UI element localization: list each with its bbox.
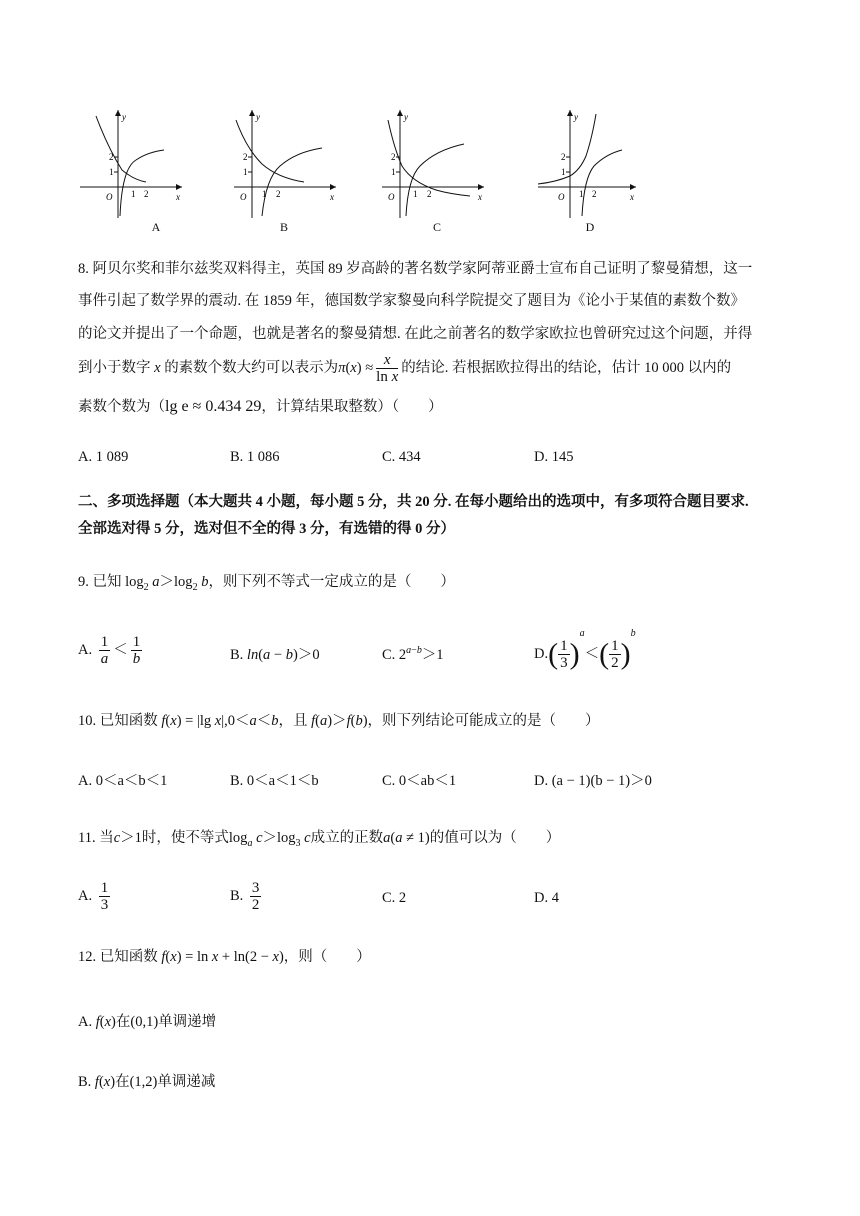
q11-ineq: $\log_a c>\log_3$ c: [228, 830, 311, 849]
q12-option-b-zai: 在: [115, 1074, 130, 1090]
q12-option-a-label: A.: [78, 1014, 93, 1030]
q11-option-b-label: B.: [230, 887, 244, 904]
q10-stem-a: 10. 已知函数: [78, 713, 158, 729]
graph-a-y-label: y: [122, 112, 126, 122]
graph-a: [78, 108, 218, 236]
q8-line5: [78, 397, 443, 417]
q9-option-c[interactable]: C. $2^{a-b}>1$: [382, 645, 444, 663]
graph-c: [380, 108, 520, 236]
q9-stem: [78, 572, 455, 598]
q10-stem: [78, 711, 600, 731]
graph-c-y-label: y: [404, 112, 408, 122]
graph-a-x1: 1: [131, 189, 136, 199]
q11-stem-b: 时，使不等式: [141, 830, 229, 846]
q11-stem-a: 11. 当: [78, 830, 114, 846]
q11-option-a-label: A.: [78, 887, 93, 904]
q9-option-a[interactable]: A. $\frac{1}{a}$ ＜ $\frac{1}{b}$: [78, 634, 141, 667]
graph-d-x2: 2: [592, 189, 597, 199]
q9-d-frac1: $\frac{1}{3}$: [560, 638, 568, 672]
q8-line1: 8. 阿贝尔奖和菲尔兹奖双料得主，英国 89 岁高龄的著名数学家阿蒂亚爵士宣布自己证明了黎曼猜想，这一: [78, 261, 753, 277]
graph-c-y2: 2: [391, 152, 396, 162]
q10-option-a[interactable]: A. 0＜a＜b＜1: [78, 773, 168, 789]
graph-d-origin: O: [558, 192, 565, 202]
graph-a-y1: 1: [109, 167, 114, 177]
graph-b-x1: 1: [262, 189, 267, 199]
q8-line4-a: 到小于数字: [78, 360, 151, 376]
graph-c-y1: 1: [391, 167, 396, 177]
graph-a-svg: [78, 108, 218, 218]
q12-stem-a: 12. 已知函数: [78, 949, 158, 965]
graph-a-x-label: x: [176, 192, 180, 202]
q8-line2: 事件引起了数学界的震动. 在 1859 年，德国数学家黎曼向科学院提交了题目为《论小于某值的素数个数》: [78, 293, 745, 309]
q11-var: a(a ≠ 1): [383, 830, 430, 846]
graph-b-x2: 2: [276, 189, 281, 199]
q12-stem: [78, 947, 371, 967]
q8-option-a[interactable]: A. 1 089: [78, 449, 129, 465]
graph-c-x2: 2: [427, 189, 432, 199]
graph-d: [536, 108, 676, 236]
q11-stem-d: 的值可以为（ ）: [429, 830, 561, 846]
q11-option-a[interactable]: [78, 880, 113, 913]
q8-line5-c: ，计算结果取整数）（ ）: [261, 399, 443, 415]
graph-c-x-label: x: [478, 192, 482, 202]
graph-b-svg: [232, 108, 372, 218]
q10-option-b[interactable]: B. 0＜a＜1＜b: [230, 773, 319, 789]
q8-line4: [78, 350, 731, 386]
graph-b-y1: 1: [243, 167, 248, 177]
q9-option-d-label: D.: [534, 646, 549, 662]
q10-stem-b: ，且: [278, 713, 308, 729]
q9-option-c-label: C.: [382, 647, 396, 663]
q9-option-a-label: A.: [78, 641, 93, 658]
q12-formula: f(x) = ln x + ln(2 − x): [161, 949, 284, 965]
graph-d-y-label: y: [574, 112, 578, 122]
graph-b: [232, 108, 372, 236]
graph-a-x2: 2: [144, 189, 149, 199]
q8-lge: lg e ≈ 0.434 29: [165, 398, 262, 415]
q10-option-d[interactable]: D. (a − 1)(b − 1)＞0: [534, 773, 652, 789]
q9-stem-b: ，则下列不等式一定成立的是（ ）: [208, 574, 455, 590]
q9-a-frac2: $\frac{1}{b}$: [132, 634, 141, 667]
q9-a-frac1: $\frac{1}{a}$: [100, 634, 109, 667]
q10-formula2: f(a)＞f(b): [311, 713, 368, 729]
q9-option-b[interactable]: B. ln(a − b)＞0: [230, 647, 320, 663]
q8-line4-c: 的结论. 若根据欧拉得出的结论，估计 10 000 以内的: [401, 360, 732, 376]
q11-option-c[interactable]: C. 2: [382, 890, 407, 906]
graph-c-origin: O: [388, 192, 395, 202]
graph-c-x1: 1: [413, 189, 418, 199]
graph-a-y2: 2: [109, 152, 114, 162]
graph-b-y-label: y: [256, 112, 260, 122]
section2-heading-line2: 全部选对得 5 分，选对但不全的得 3 分，有选错的得 0 分）: [78, 521, 455, 537]
q9-d-frac2: $\frac{1}{2}$: [611, 638, 619, 672]
q8-var-x: x: [154, 360, 161, 376]
q12-option-b-label: B.: [78, 1074, 92, 1090]
q11-option-d[interactable]: D. 4: [534, 890, 559, 906]
q12-option-b[interactable]: B. f(x)在(1,2)单调递减: [78, 1074, 216, 1090]
q11-stem: [78, 828, 560, 854]
graph-c-svg: [380, 108, 520, 218]
graph-c-caption: C: [432, 220, 441, 234]
graph-b-origin: O: [240, 192, 247, 202]
graph-a-caption: A: [151, 220, 161, 234]
q8-line4-b: 的素数个数大约可以表示为: [164, 360, 339, 376]
section2-heading-line1: 二、多项选择题（本大题共 4 小题，每小题 5 分，共 20 分. 在每小题给出的选项中，有多项符合题目要求.: [78, 494, 749, 510]
graph-b-x-label: x: [330, 192, 334, 202]
q8-fraction: $\frac{x}{\text{ln x}}$: [376, 352, 399, 386]
q12-option-a-text: 单调递增: [158, 1014, 217, 1030]
q11-a-frac: $\frac{1}{3}$: [100, 880, 109, 913]
q8-line3: 的论文并提出了一个命题，也就是著名的黎曼猜想. 在此之前著名的数学家欧拉也曾研究过这个问题，并得: [78, 326, 753, 342]
q9-option-d[interactable]: D.( $\frac{1}{3}$ )$^a$＜( $\frac{1}{2}$ )$^b$: [534, 628, 636, 672]
q9-stem-a: 9. 已知: [78, 574, 122, 590]
q9-option-b-label: B.: [230, 647, 244, 663]
graph-d-svg: [536, 108, 676, 218]
q11-b-frac: $\frac{3}{2}$: [251, 880, 260, 913]
graph-b-y2: 2: [243, 152, 248, 162]
q12-option-a[interactable]: A. f(x)在(0,1)单调递增: [78, 1014, 217, 1030]
graph-d-caption: D: [585, 220, 595, 234]
graph-a-origin: O: [106, 192, 113, 202]
graph-b-caption: B: [279, 220, 288, 234]
q11-option-b[interactable]: [230, 880, 264, 913]
q8-option-c[interactable]: C. 434: [382, 449, 421, 465]
graph-d-x-label: x: [630, 192, 634, 202]
q12-stem-b: ，则（ ）: [283, 949, 371, 965]
q10-formula1: f(x) = |lg x|,0＜a＜b: [161, 713, 279, 729]
q8-option-b[interactable]: B. 1 086: [230, 449, 280, 465]
q12-option-a-zai: 在: [115, 1014, 131, 1030]
q10-stem-c: ，则下列结论可能成立的是（ ）: [367, 713, 600, 729]
q8-line5-a: 素数个数为（: [78, 399, 165, 415]
q8-option-d[interactable]: D. 145: [534, 449, 574, 465]
q11-cond: c＞1: [113, 830, 142, 846]
q8-formula: π(x) ≈ $\frac{x}{\text{ln x}}$: [338, 352, 399, 386]
q9-formula: $\log_2 a>\log_2$ b: [125, 574, 209, 593]
graph-d-y1: 1: [561, 167, 566, 177]
q10-option-c[interactable]: C. 0＜ab＜1: [382, 773, 457, 789]
q12-option-b-text: 单调递减: [157, 1074, 216, 1090]
graph-d-x1: 1: [579, 189, 584, 199]
q11-stem-c: 成立的正数: [310, 830, 384, 846]
graph-d-y2: 2: [561, 152, 566, 162]
